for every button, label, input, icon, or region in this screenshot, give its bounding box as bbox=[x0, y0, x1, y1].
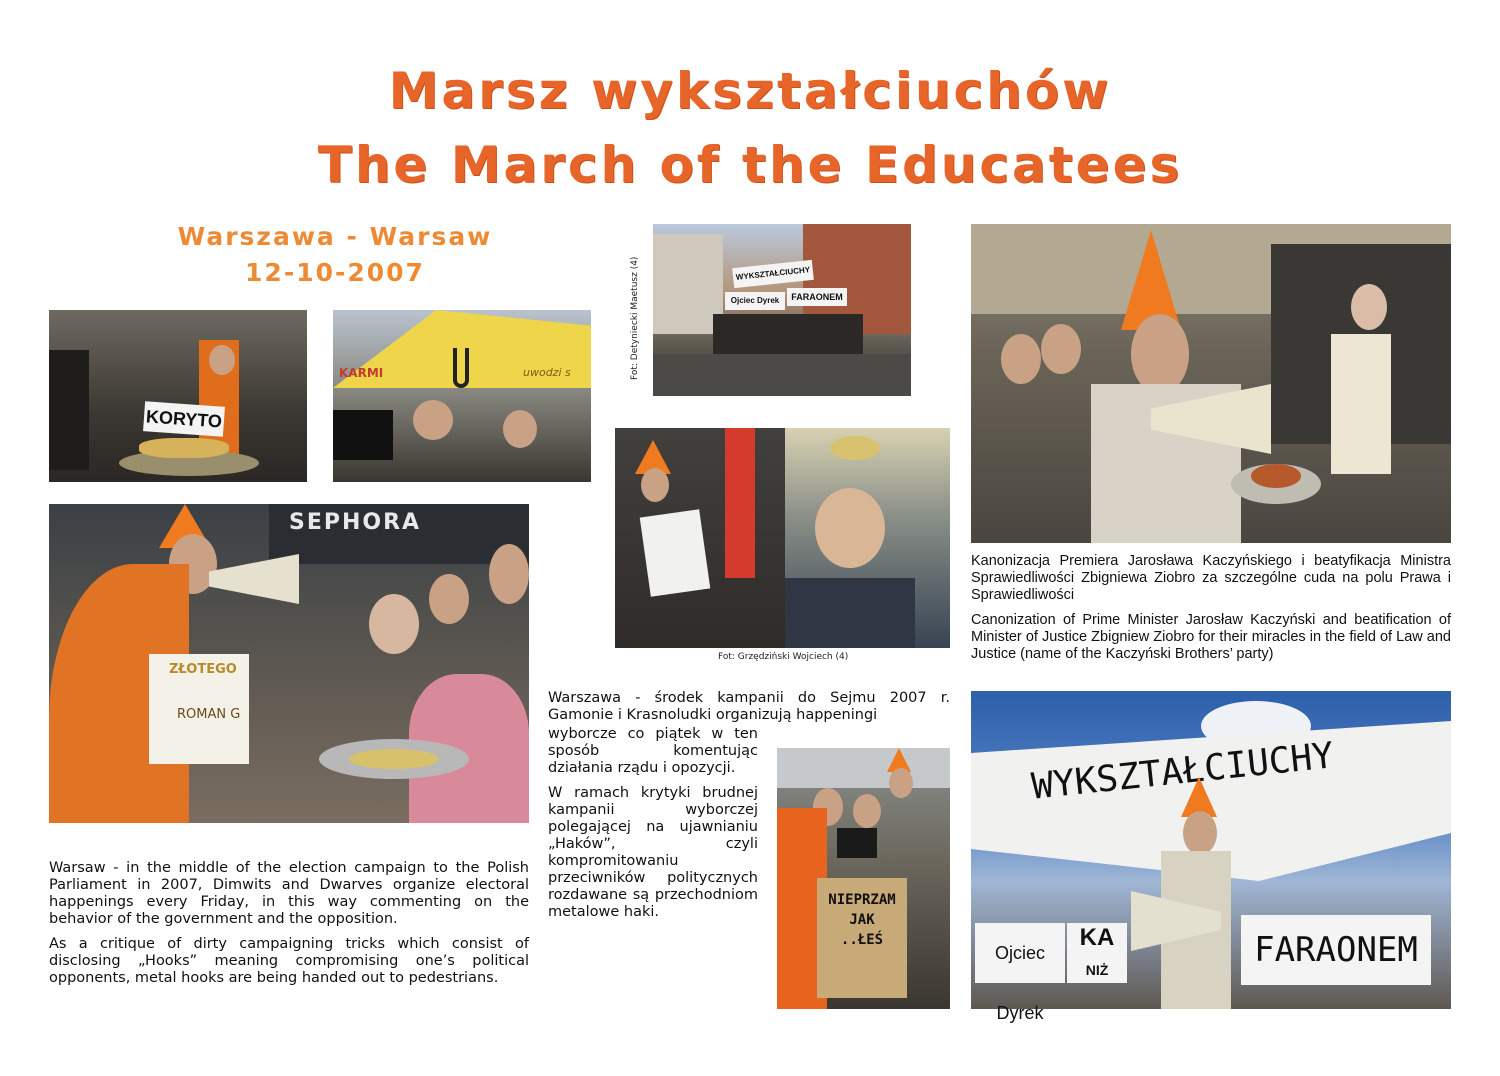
subtitle-date: 12-10-2007 bbox=[245, 258, 425, 287]
ojciec-sign-small: Ojciec Dyrek bbox=[725, 292, 785, 310]
photo-megaphone-man bbox=[971, 224, 1451, 543]
photo-credit-bottom: Fot: Grzędziński Wojciech (4) bbox=[718, 652, 849, 662]
ka-sign bbox=[1067, 923, 1127, 983]
faraonem-sign: FARAONEM bbox=[1241, 915, 1431, 985]
warsaw-en-p2: As a critique of dirty campaigning tricks which consist of disclosing „Hooks” meaning compromising one’s political opponents, metal hooks are being handed out to pedestrians. bbox=[49, 936, 529, 986]
karmi-logo: KARMI bbox=[339, 366, 384, 380]
photo-sephora bbox=[49, 504, 529, 823]
faraonem-sign-small: FARAONEM bbox=[787, 288, 847, 306]
roman-text: ROMAN G bbox=[177, 707, 241, 722]
warsaw-pl-p1-narrow: wyborcze co piątek w ten sposób komentując działania rządu i opozycji. bbox=[548, 726, 758, 776]
page-title-english: The March of the Educatees bbox=[317, 136, 1183, 194]
wyksztalciuchy-banner: WYKSZTAŁCIUCHY bbox=[1029, 735, 1336, 808]
zlotego-text: ZŁOTEGO bbox=[169, 662, 237, 677]
ojciec-sign: Ojciec Dyrek bbox=[975, 923, 1065, 983]
photo-street-march bbox=[653, 224, 911, 396]
photo-posters bbox=[615, 428, 950, 648]
warsaw-description-pl bbox=[548, 690, 950, 724]
photo-credit-vertical: Fot: Detyniecki Maetusz (4) bbox=[630, 256, 640, 380]
nieprzam-sign: NIEPRZAM JAK ..ŁEŚ bbox=[817, 878, 907, 998]
koryto-sign: KORYTO bbox=[143, 401, 225, 437]
subtitle-city: Warszawa - Warsaw bbox=[177, 222, 493, 251]
warsaw-pl-p2: W ramach krytyki brudnej kampanii wyborczej polegającej na ujawnianiu „Haków”, czyli kompromitowaniu przeciwników politycznych rozdawane są przechodniom metalowe haki. bbox=[548, 785, 758, 920]
warsaw-pl-p1-full: Warszawa - środek kampanii do Sejmu 2007 r. Gamonie i Krasnoludki organizują happeningi bbox=[548, 690, 950, 723]
person-face bbox=[209, 345, 235, 375]
ka-sign-top: KA bbox=[1079, 924, 1115, 951]
warsaw-description-pl-narrow bbox=[548, 726, 758, 929]
megaphone-icon bbox=[209, 554, 299, 604]
page-title-polish: Marsz wykształciuchów bbox=[388, 62, 1112, 120]
photo-hooks-box bbox=[777, 748, 950, 1009]
canonization-pl: Kanonizacja Premiera Jarosława Kaczyńskiego i beatyfikacja Ministra Sprawiedliwości Zbigniewa Ziobro za szczególne cuda na polu Prawa i Sprawiedliwości bbox=[971, 553, 1451, 603]
ka-sign-bottom: NIŻ bbox=[1085, 962, 1109, 978]
photo-karmi-hook bbox=[333, 310, 591, 482]
uwodzi-text: uwodzi s bbox=[523, 366, 571, 379]
warsaw-description-en bbox=[49, 860, 529, 995]
canonization-text bbox=[971, 553, 1451, 671]
canonization-en: Canonization of Prime Minister Jarosław Kaczyński and beatification of Minister of Justice Zbigniew Ziobro for their miracles in the field of Law and Justice (name of the Kaczyński Brothers’ party) bbox=[971, 612, 1451, 662]
warsaw-en-p1: Warsaw - in the middle of the election campaign to the Polish Parliament in 2007, Dimwits and Dwarves organize electoral happenings every Friday, in this way commenting on the behavior of the government and the opposition. bbox=[49, 860, 529, 927]
photo-banner bbox=[971, 691, 1451, 1023]
camera-icon bbox=[837, 828, 877, 858]
camera-icon bbox=[333, 410, 393, 460]
wyksztalciuchy-banner-small: WYKSZTAŁCIUCHY bbox=[732, 260, 814, 288]
photo-koryto bbox=[49, 310, 307, 482]
sephora-sign: SEPHORA bbox=[289, 510, 422, 535]
hook-icon bbox=[453, 348, 469, 388]
